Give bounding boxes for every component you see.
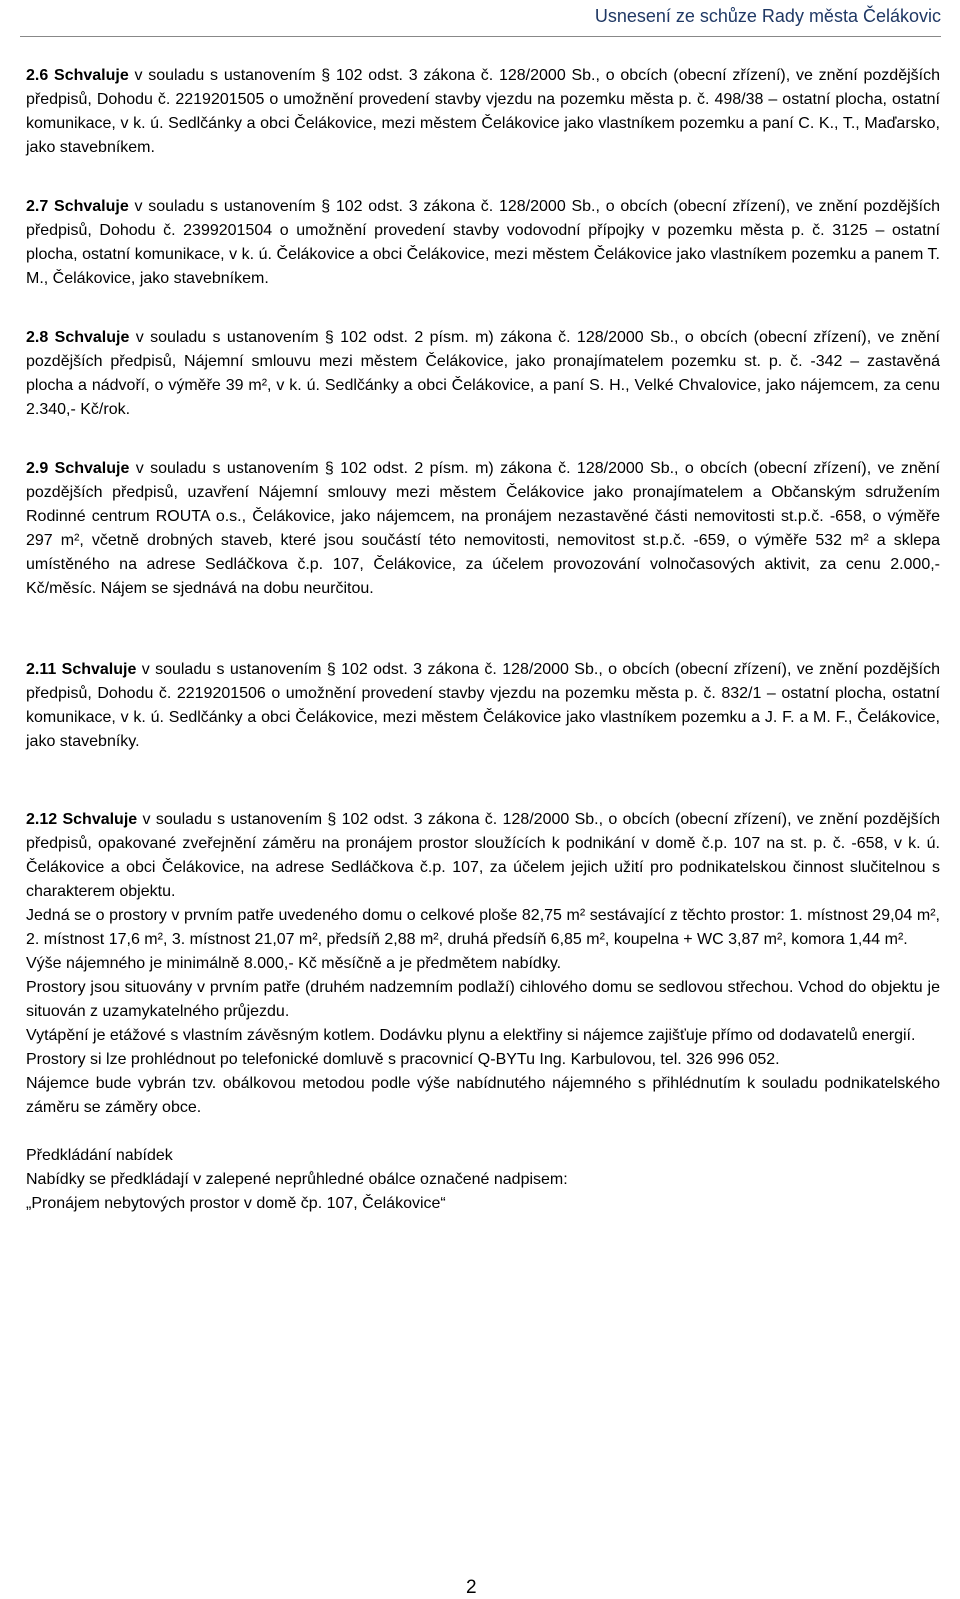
document-header: Usnesení ze schůze Rady města Čelákovic [20,6,941,37]
resolution-2-7 [26,195,940,291]
resolution-number: 2.8 [26,329,49,346]
resolution-2-6 [26,64,940,160]
resolution-verb: Schvaluje [54,460,130,477]
offers-heading: Předkládání nabídek [26,1147,173,1164]
resolution-verb: Schvaluje [61,661,137,678]
offers-label: „Pronájem nebytových prostor v domě čp. 107, Čelákovice“ [26,1195,446,1212]
resolution-2-9 [26,457,940,601]
detail-paragraph: Prostory jsou situovány v prvním patře (druhém nadzemním podlaží) cihlového domu se sedlovou střechou. Vchod do objektu je situován z uzamykatelného průjezdu. [26,979,940,1020]
resolution-2-11 [26,658,940,754]
resolution-text: v souladu s ustanovením § 102 odst. 3 zákona č. 128/2000 Sb., o obcích (obecní zřízení), ve znění pozdějších předpisů, Dohodu č. 2219201506 o umožnění provedení stavby vjezdu na pozemku města p. č. 832/1 – ostatní plocha, ostatní komunikace, v k. ú. Sedlčánky a obci Čelákovice, mezi městem Čelákovice jako vlastníkem pozemku a J. F. a M. F., Čelákovice, jako stavebníky. [26,661,941,750]
detail-paragraph: Výše nájemného je minimálně 8.000,- Kč měsíčně a je předmětem nabídky. [26,955,562,972]
resolution-verb: Schvaluje [54,198,129,215]
detail-paragraph: Nájemce bude vybrán tzv. obálkovou metodou podle výše nabídnutého nájemného s přihlédnutím k souladu podnikatelského záměru se záměry obce. [26,1075,940,1116]
detail-paragraph: Vytápění je etážové s vlastním závěsným kotlem. Dodávku plynu a elektřiny si nájemce zajišťuje přímo od dodavatelů energií. [26,1027,916,1044]
resolution-text: v souladu s ustanovením § 102 odst. 3 zákona č. 128/2000 Sb., o obcích (obecní zřízení), ve znění pozdějších předpisů, Dohodu č. 2399201504 o umožnění provedení stavby vodovodní přípojky v pozemku města p. č. 3125 – ostatní plocha, ostatní komunikace, v k. ú. Čelákovice a obci Čelákovice, mezi městem Čelákovice jako vlastníkem pozemku a panem T. M., Čelákovice, jako stavebníkem. [26,198,940,287]
document-body [26,64,940,1216]
resolution-number: 2.12 [26,811,58,828]
resolution-number: 2.9 [26,460,49,477]
resolution-verb: Schvaluje [54,329,130,346]
resolution-text: v souladu s ustanovením § 102 odst. 3 zákona č. 128/2000 Sb., o obcích (obecní zřízení), ve znění pozdějších předpisů, opakované zveřejnění záměru na pronájem prostor sloužících k podnikání v domě č.p. 107 na st. p. č. -658, v k. ú. Čelákovice a obci Čelákovice, na adrese Sedláčkova č.p. 107, za účelem jejich užití pro podnikatelskou činnost slučitelnou s charakterem objektu. [26,811,941,900]
resolution-2-8 [26,326,940,422]
offers-instruction: Nabídky se předkládají v zalepené neprůhledné obálce označené nadpisem: [26,1171,568,1188]
detail-paragraph: Jedná se o prostory v prvním patře uvedeného domu o celkové ploše 82,75 m² sestávající z těchto prostor: 1. místnost 29,04 m², 2. místnost 17,6 m², 3. místnost 21,07 m², předsíň 2,88 m², druhá předsíň 6,85 m², koupelna + WC 3,87 m², komora 1,44 m². [26,907,940,948]
resolution-number: 2.6 [26,67,49,84]
spacer [26,1120,940,1144]
resolution-text: v souladu s ustanovením § 102 odst. 2 písm. m) zákona č. 128/2000 Sb., o obcích (obecní zřízení), ve znění pozdějších předpisů, uzavření Nájemní smlouvy mezi městem Čelákovice jako pronajímatelem a Občanským sdružením Rodinné centrum ROUTA o.s., Čelákovice, jako nájemcem, na pronájem nezastavěné části nemovitosti st.p.č. -658, o výměře 297 m², včetně drobných staveb, které jsou součástí této nemovitosti, nemovitost st.p.č. -659, o výměře 532 m² a sklepa umístěného na adrese Sedláčkova č.p. 107, Čelákovice, za účelem provozování volnočasových aktivit, za cenu 2.000,- Kč/měsíc. Nájem se sjednává na dobu neurčitou. [26,460,941,597]
resolution-text: v souladu s ustanovením § 102 odst. 3 zákona č. 128/2000 Sb., o obcích (obecní zřízení), ve znění pozdějších předpisů, Dohodu č. 2219201505 o umožnění provedení stavby vjezdu na pozemku města p. č. 498/38 – ostatní plocha, ostatní komunikace, v k. ú. Sedlčánky a obci Čelákovice, mezi městem Čelákovice jako vlastníkem pozemku a paní C. K., T., Maďarsko, jako stavebníkem. [26,67,940,156]
resolution-2-12 [26,808,940,904]
page-number: 2 [466,1577,477,1598]
resolution-verb: Schvaluje [54,67,129,84]
resolution-text: v souladu s ustanovením § 102 odst. 2 písm. m) zákona č. 128/2000 Sb., o obcích (obecní zřízení), ve znění pozdějších předpisů, Nájemní smlouvu mezi městem Čelákovice, jako pronajímatelem pozemku st. p. č. -342 – zastavěná plocha a nádvoří, o výměře 39 m², v k. ú. Sedlčánky a obci Čelákovice, a paní S. H., Velké Chvalovice, jako nájemcem, za cenu 2.340,- Kč/rok. [26,329,941,418]
resolution-verb: Schvaluje [62,811,138,828]
resolution-number: 2.7 [26,198,49,215]
detail-paragraph: Prostory si lze prohlédnout po telefonické domluvě s pracovnicí Q-BYTu Ing. Karbulovou, tel. 326 996 052. [26,1051,780,1068]
resolution-number: 2.11 [26,661,57,678]
